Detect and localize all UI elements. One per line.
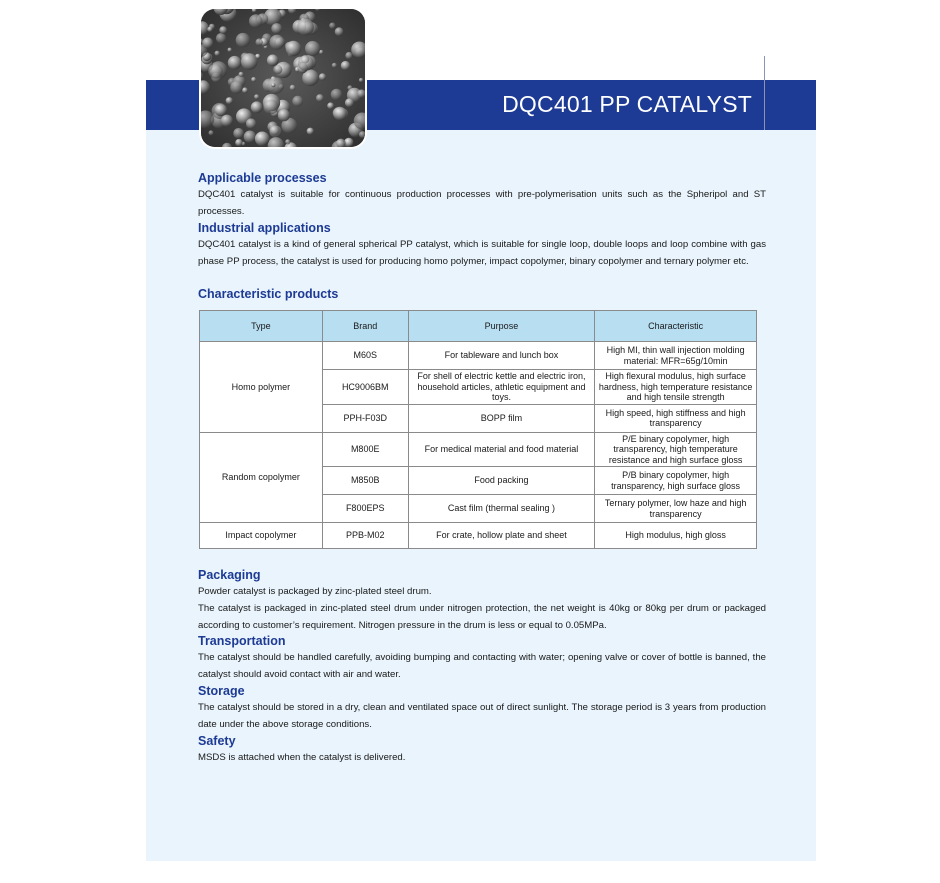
industrial-applications-heading: Industrial applications — [198, 221, 331, 235]
brand-cell: HC9006BM — [322, 370, 408, 405]
catalyst-sphere — [208, 64, 223, 79]
catalyst-sphere — [359, 78, 363, 82]
purpose-cell: For medical material and food material — [408, 432, 595, 467]
type-cell: Impact copolymer — [200, 523, 323, 549]
catalyst-sphere — [270, 35, 285, 50]
catalyst-sphere — [230, 81, 243, 94]
purpose-cell: BOPP film — [408, 404, 595, 432]
catalyst-sphere — [331, 89, 343, 101]
catalyst-sphere — [239, 72, 244, 77]
catalyst-sphere — [249, 14, 263, 28]
catalyst-sphere — [297, 19, 314, 36]
catalyst-sphere — [255, 132, 270, 147]
table-row — [200, 432, 757, 467]
catalyst-sphere — [335, 27, 344, 36]
catalyst-sphere — [298, 55, 314, 71]
characteristic-cell: Ternary polymer, low haze and high transparency — [595, 495, 757, 523]
page-title: DQC401 PP CATALYST — [502, 91, 752, 117]
catalyst-sphere — [254, 94, 259, 99]
catalyst-sphere — [236, 33, 250, 47]
characteristic-cell: P/B binary copolymer, high transparency, high surface gloss — [595, 467, 757, 495]
catalyst-sphere — [246, 118, 256, 128]
characteristic-cell: High speed, high stiffness and high transparency — [595, 404, 757, 432]
brand-cell: M60S — [322, 342, 408, 370]
catalyst-sphere — [273, 65, 282, 74]
catalyst-sphere — [233, 128, 244, 139]
industrial-applications-text: DQC401 catalyst is a kind of general spherical PP catalyst, which is suitable for single loop, double loops and loop combine with gas phase PP process, the catalyst is used for producing homo polymer, impact copolymer, binary copolymer and ternary polymer etc. — [198, 239, 766, 267]
catalyst-sphere — [307, 128, 314, 135]
catalyst-sphere — [251, 77, 256, 82]
catalyst-sphere — [271, 23, 282, 34]
brand-cell: PPH-F03D — [322, 404, 408, 432]
catalyst-sphere — [332, 63, 337, 68]
catalyst-sphere — [221, 115, 233, 127]
banner-divider — [764, 56, 765, 130]
catalyst-sphere — [202, 38, 213, 49]
transportation-text: The catalyst should be handled carefully, avoiding bumping and contacting with water; opening valve or cover of bottle is banned, the catalyst should avoid contact with air and water. — [198, 652, 766, 680]
catalyst-sphere — [226, 97, 233, 104]
table-header-row — [200, 311, 757, 342]
table-row — [200, 342, 757, 370]
catalyst-sphere — [327, 102, 334, 109]
catalyst-sphere — [271, 83, 275, 87]
characteristic-cell: High MI, thin wall injection molding material: MFR=65g/10min — [595, 342, 757, 370]
catalyst-sphere — [341, 61, 350, 70]
characteristic-cell: High modulus, high gloss — [595, 523, 757, 549]
catalyst-sphere — [256, 38, 263, 45]
catalyst-sphere — [267, 77, 284, 94]
purpose-cell: For crate, hollow plate and sheet — [408, 523, 595, 549]
catalyst-spheres-photo — [201, 9, 365, 147]
catalyst-sphere — [267, 55, 279, 67]
characteristic-cell: P/E binary copolymer, high transparency, high temperature resistance and high surface gloss — [595, 432, 757, 467]
header-characteristic: Characteristic — [595, 311, 757, 342]
catalyst-sphere — [228, 56, 242, 70]
packaging-text-2: The catalyst is packaged in zinc-plated steel drum under nitrogen protection, the net weight is 40kg or 80kg per drum or packaged according to customer’s requirement. Nitrogen pressure in the drum is less or equal to 0.05MPa. — [198, 603, 766, 631]
safety-heading: Safety — [198, 734, 236, 748]
catalyst-sphere — [244, 131, 256, 143]
brand-cell: F800EPS — [322, 495, 408, 523]
catalyst-sphere — [251, 101, 263, 113]
applicable-processes-text: DQC401 catalyst is suitable for continuous production processes with pre-polymerisation units such as the Spheripol and ST processes. — [198, 189, 766, 217]
characteristic-cell: High flexural modulus, high surface hardness, high temperature resistance and high tensile strength — [595, 370, 757, 405]
brand-cell: M800E — [322, 432, 408, 467]
catalyst-sphere — [228, 48, 232, 52]
catalyst-sphere — [286, 41, 301, 56]
catalyst-sphere — [285, 139, 290, 144]
catalyst-sphere — [333, 107, 347, 121]
transportation-heading: Transportation — [198, 634, 286, 648]
catalyst-sphere — [216, 33, 226, 43]
catalyst-sphere — [209, 130, 214, 135]
safety-text: MSDS is attached when the catalyst is delivered. — [198, 752, 406, 763]
catalyst-sphere — [305, 41, 320, 56]
catalyst-sphere — [242, 87, 248, 93]
catalyst-sphere — [278, 109, 290, 121]
industrial-applications-section — [198, 220, 766, 270]
purpose-cell: For shell of electric kettle and electric iron, household articles, athletic equipment and toys. — [408, 370, 595, 405]
transportation-section — [198, 633, 766, 683]
catalyst-sphere — [345, 52, 352, 59]
purpose-cell: Cast film (thermal sealing ) — [408, 495, 595, 523]
storage-text: The catalyst should be stored in a dry, clean and ventilated space out of direct sunlight. The storage period is 3 years from production date under the above storage conditions. — [198, 702, 766, 730]
brand-cell: PPB-M02 — [322, 523, 408, 549]
type-cell: Homo polymer — [200, 342, 323, 433]
storage-section — [198, 683, 766, 733]
catalyst-sphere — [215, 51, 220, 56]
characteristic-products-heading: Characteristic products — [198, 287, 339, 301]
applicable-processes-heading: Applicable processes — [198, 171, 327, 185]
catalyst-sphere — [269, 125, 279, 135]
packaging-heading: Packaging — [198, 568, 261, 582]
catalyst-sphere — [264, 100, 279, 115]
safety-section — [198, 733, 766, 766]
catalyst-sphere — [290, 85, 296, 91]
catalyst-sphere — [219, 26, 227, 34]
table-row — [200, 523, 757, 549]
products-table — [199, 310, 757, 549]
storage-heading: Storage — [198, 684, 245, 698]
purpose-cell: For tableware and lunch box — [408, 342, 595, 370]
catalyst-sphere — [215, 104, 227, 116]
purpose-cell: Food packing — [408, 467, 595, 495]
brand-cell: M850B — [322, 467, 408, 495]
characteristic-products-section — [198, 286, 766, 302]
header-type: Type — [200, 311, 323, 342]
applicable-processes-section — [198, 170, 766, 220]
packaging-text-1: Powder catalyst is packaged by zinc-plated steel drum. — [198, 586, 432, 597]
catalyst-sphere — [235, 139, 242, 146]
catalyst-sphere — [292, 96, 303, 107]
header-purpose: Purpose — [408, 311, 595, 342]
catalyst-sphere — [207, 27, 212, 32]
type-cell: Random copolymer — [200, 432, 323, 523]
catalyst-sphere — [329, 23, 335, 29]
catalyst-sphere — [345, 98, 354, 107]
catalyst-sphere — [319, 73, 326, 80]
catalyst-spheres-image — [201, 9, 365, 147]
catalyst-sphere — [241, 53, 258, 70]
catalyst-sphere — [316, 94, 324, 102]
packaging-section — [198, 567, 766, 634]
header-brand: Brand — [322, 311, 408, 342]
